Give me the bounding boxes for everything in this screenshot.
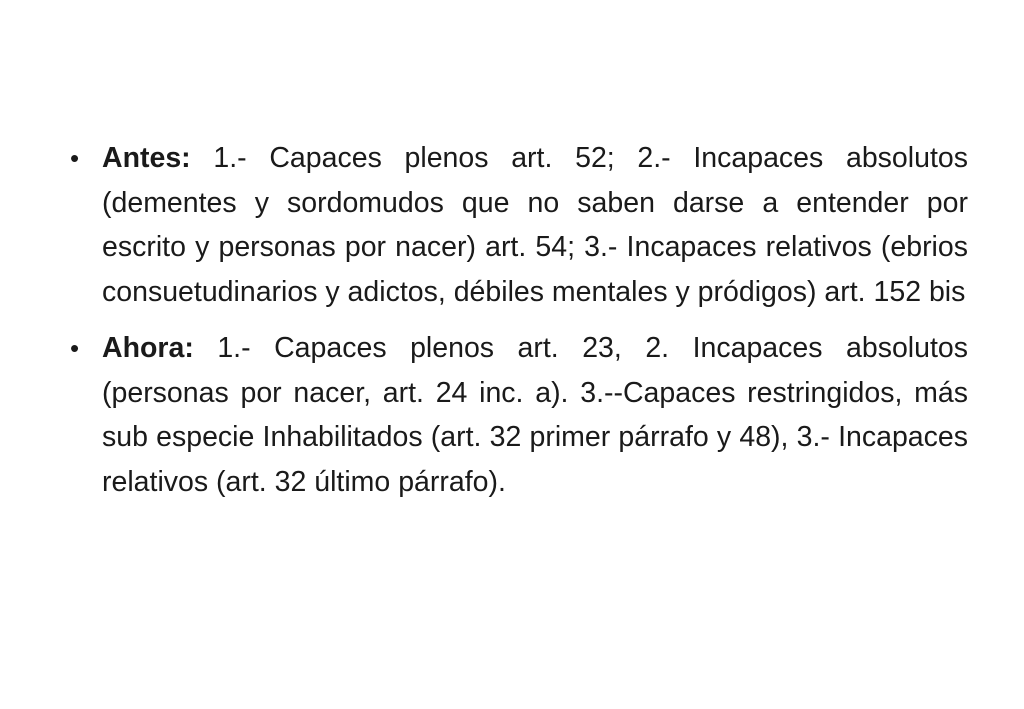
bullet-lead-ahora: Ahora: [102,332,194,364]
bullet-lead-antes: Antes: [102,142,191,174]
bullet-text-antes: 1.- Capaces plenos art. 52; 2.- Incapaces absolutos (dementes y sordomudos que no saben darse a entender por escrito y personas por nacer) art. 54; 3.- Incapaces relativos (ebrios consuetudinarios y adictos, débiles mentales y pródigos) art. 152 bis [102,142,968,308]
bullet-marker: • [70,143,80,173]
bullet-item-ahora [70,326,968,504]
bullet-item-antes [70,136,968,314]
bullet-text-ahora: 1.- Capaces plenos art. 23, 2. Incapaces absolutos (personas por nacer, art. 24 inc. a). 3.--Capaces restringidos, más sub especie Inhabilitados (art. 32 primer párrafo y 48), 3.- Incapaces relativos (art. 32 último párrafo). [102,332,968,498]
bullet-marker: • [70,333,80,363]
bullet-list [70,136,968,516]
